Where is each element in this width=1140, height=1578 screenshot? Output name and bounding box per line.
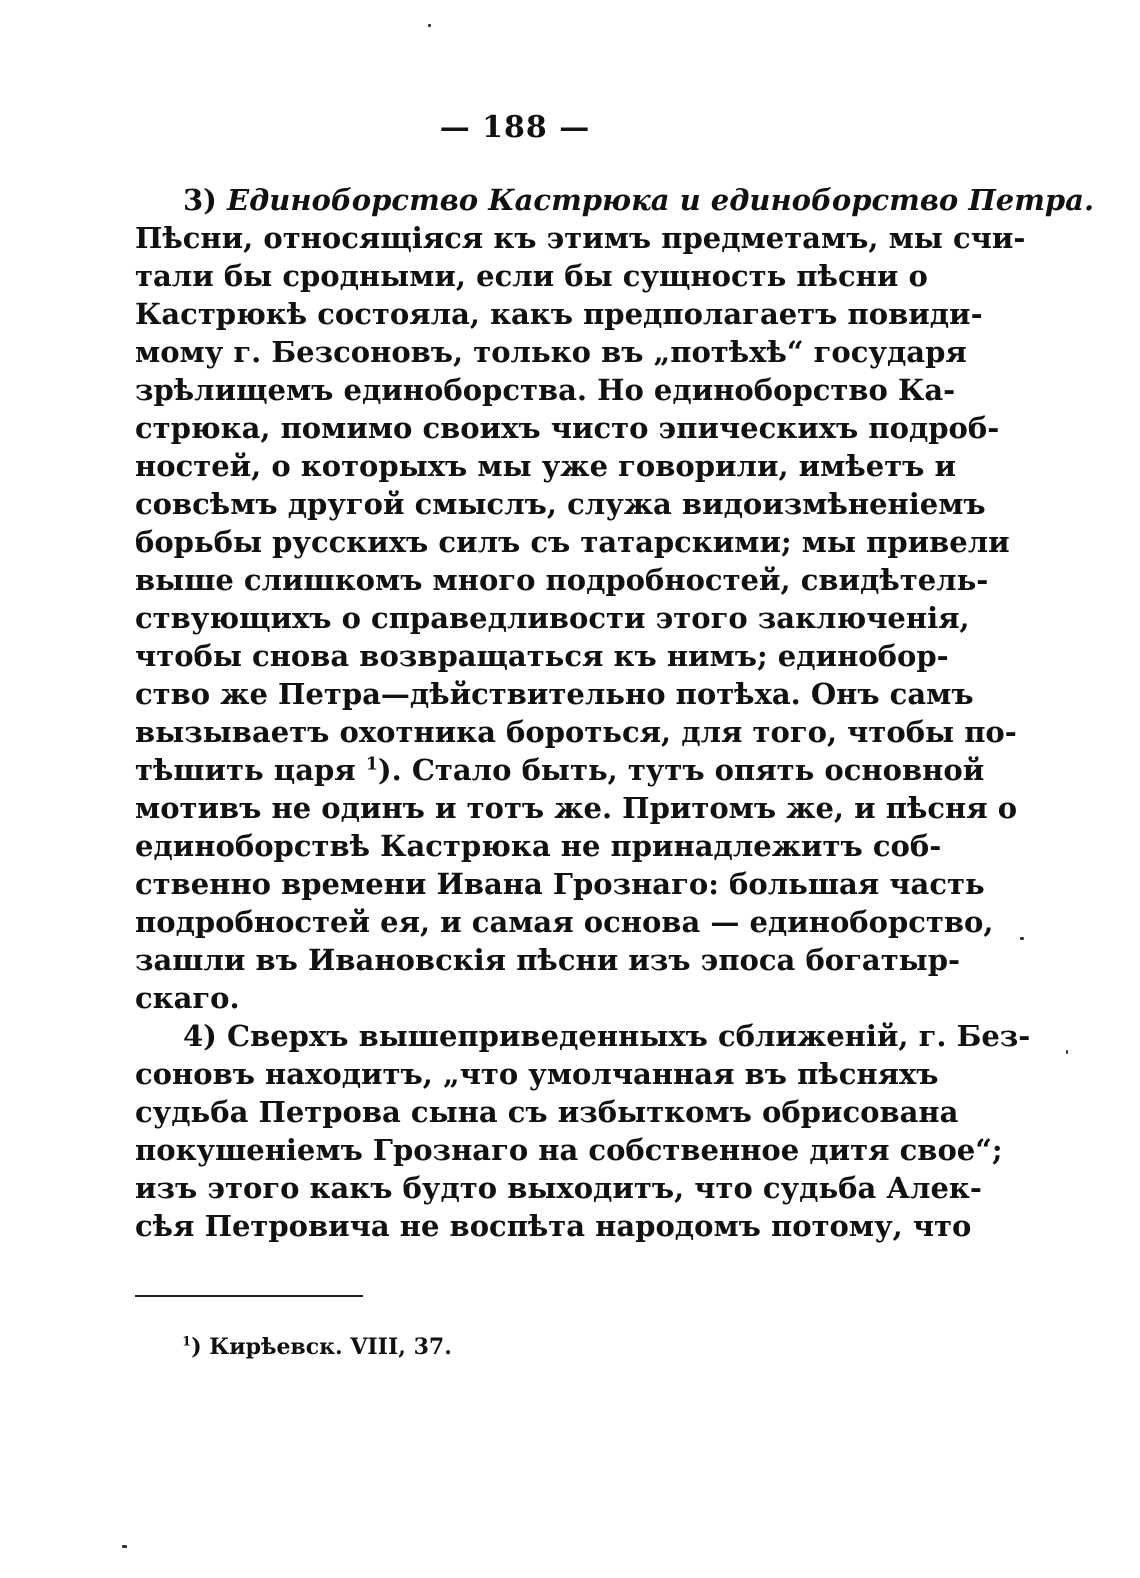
scan-speck: [1066, 1050, 1068, 1054]
footnote-reference[interactable]: 1: [365, 754, 378, 775]
text-fragment: ). Стало быть, тутъ опять основной: [377, 753, 985, 787]
text-line: судьба Петрова сына съ избыткомъ обрисована: [135, 1095, 959, 1129]
text-line: ство же Петра—дѣйствительно потѣха. Онъ самъ: [135, 677, 974, 711]
text-fragment: тѣшить царя: [135, 753, 356, 787]
text-line: соновъ находитъ, „что умолчанная въ пѣсняхъ: [135, 1057, 939, 1091]
footnote-divider: [135, 1295, 363, 1297]
text-line: стрюка, помимо своихъ чисто эпическихъ подроб-: [135, 411, 1000, 445]
text-line: выше слишкомъ много подробностей, свидѣтель-: [135, 563, 989, 597]
footnote-text: ) Кирѣевск. VIII, 37.: [191, 1334, 452, 1360]
text-line: единоборствѣ Кастрюка не принадлежитъ соб-: [135, 829, 942, 863]
text-line-with-footnote-ref: [135, 751, 985, 789]
text-line: сѣя Петровича не воспѣта народомъ потому, что: [135, 1209, 972, 1243]
paragraph-4-first-line: 4) Сверхъ вышеприведенныхъ сближеній, г. Без-: [183, 1019, 1031, 1053]
footnote-marker: 1: [182, 1334, 192, 1350]
text-line: вызываетъ охотника бороться, для того, чтобы по-: [135, 715, 1017, 749]
text-line: мому г. Безсоновъ, только въ „потѣхѣ“ государя: [135, 335, 967, 369]
footnote: [182, 1334, 452, 1360]
text-line: покушеніемъ Грознаго на собственное дитя свое“;: [135, 1133, 1003, 1167]
paragraph-3-title: Единоборство Кастрюка и единоборство Петра.: [227, 183, 1095, 217]
text-line: совсѣмъ другой смыслъ, служа видоизмѣненіемъ: [135, 487, 986, 521]
scan-speck: [428, 24, 431, 27]
text-line: чтобы снова возвращаться къ нимъ; единобор-: [135, 639, 949, 673]
scan-speck: [1020, 937, 1024, 940]
text-line: борьбы русскихъ силъ съ татарскими; мы привели: [135, 525, 1010, 559]
main-text: [135, 181, 1095, 1245]
text-line: зашли въ Ивановскія пѣсни изъ эпоса богатыр-: [135, 943, 961, 977]
text-line: ностей, о которыхъ мы уже говорили, имѣетъ и: [135, 449, 957, 483]
text-line: изъ этого какъ будто выходитъ, что судьба Алек-: [135, 1171, 982, 1205]
text-line: подробностей ея, и самая основа — единоборство,: [135, 905, 994, 939]
text-line: Кастрюкѣ состояла, какъ предполагаетъ повиди-: [135, 297, 983, 331]
text-line: скаго.: [135, 981, 240, 1015]
paragraph-3-heading-line: [135, 181, 1095, 219]
scan-speck: [122, 1545, 127, 1548]
text-line: зрѣлищемъ единоборства. Но единоборство Ка-: [135, 373, 956, 407]
page-number: — 188 —: [439, 110, 591, 145]
text-line: мотивъ не одинъ и тотъ же. Притомъ же, и пѣсня о: [135, 791, 1018, 825]
text-line: тали бы сродными, если бы сущность пѣсни о: [135, 259, 928, 293]
text-line: ственно времени Ивана Грознаго: большая часть: [135, 867, 985, 901]
text-line: ствующихъ о справедливости этого заключенія,: [135, 601, 970, 635]
text-line: Пѣсни, относящіяся къ этимъ предметамъ, мы счи-: [135, 221, 1026, 255]
paragraph-3-marker: 3): [183, 183, 217, 217]
